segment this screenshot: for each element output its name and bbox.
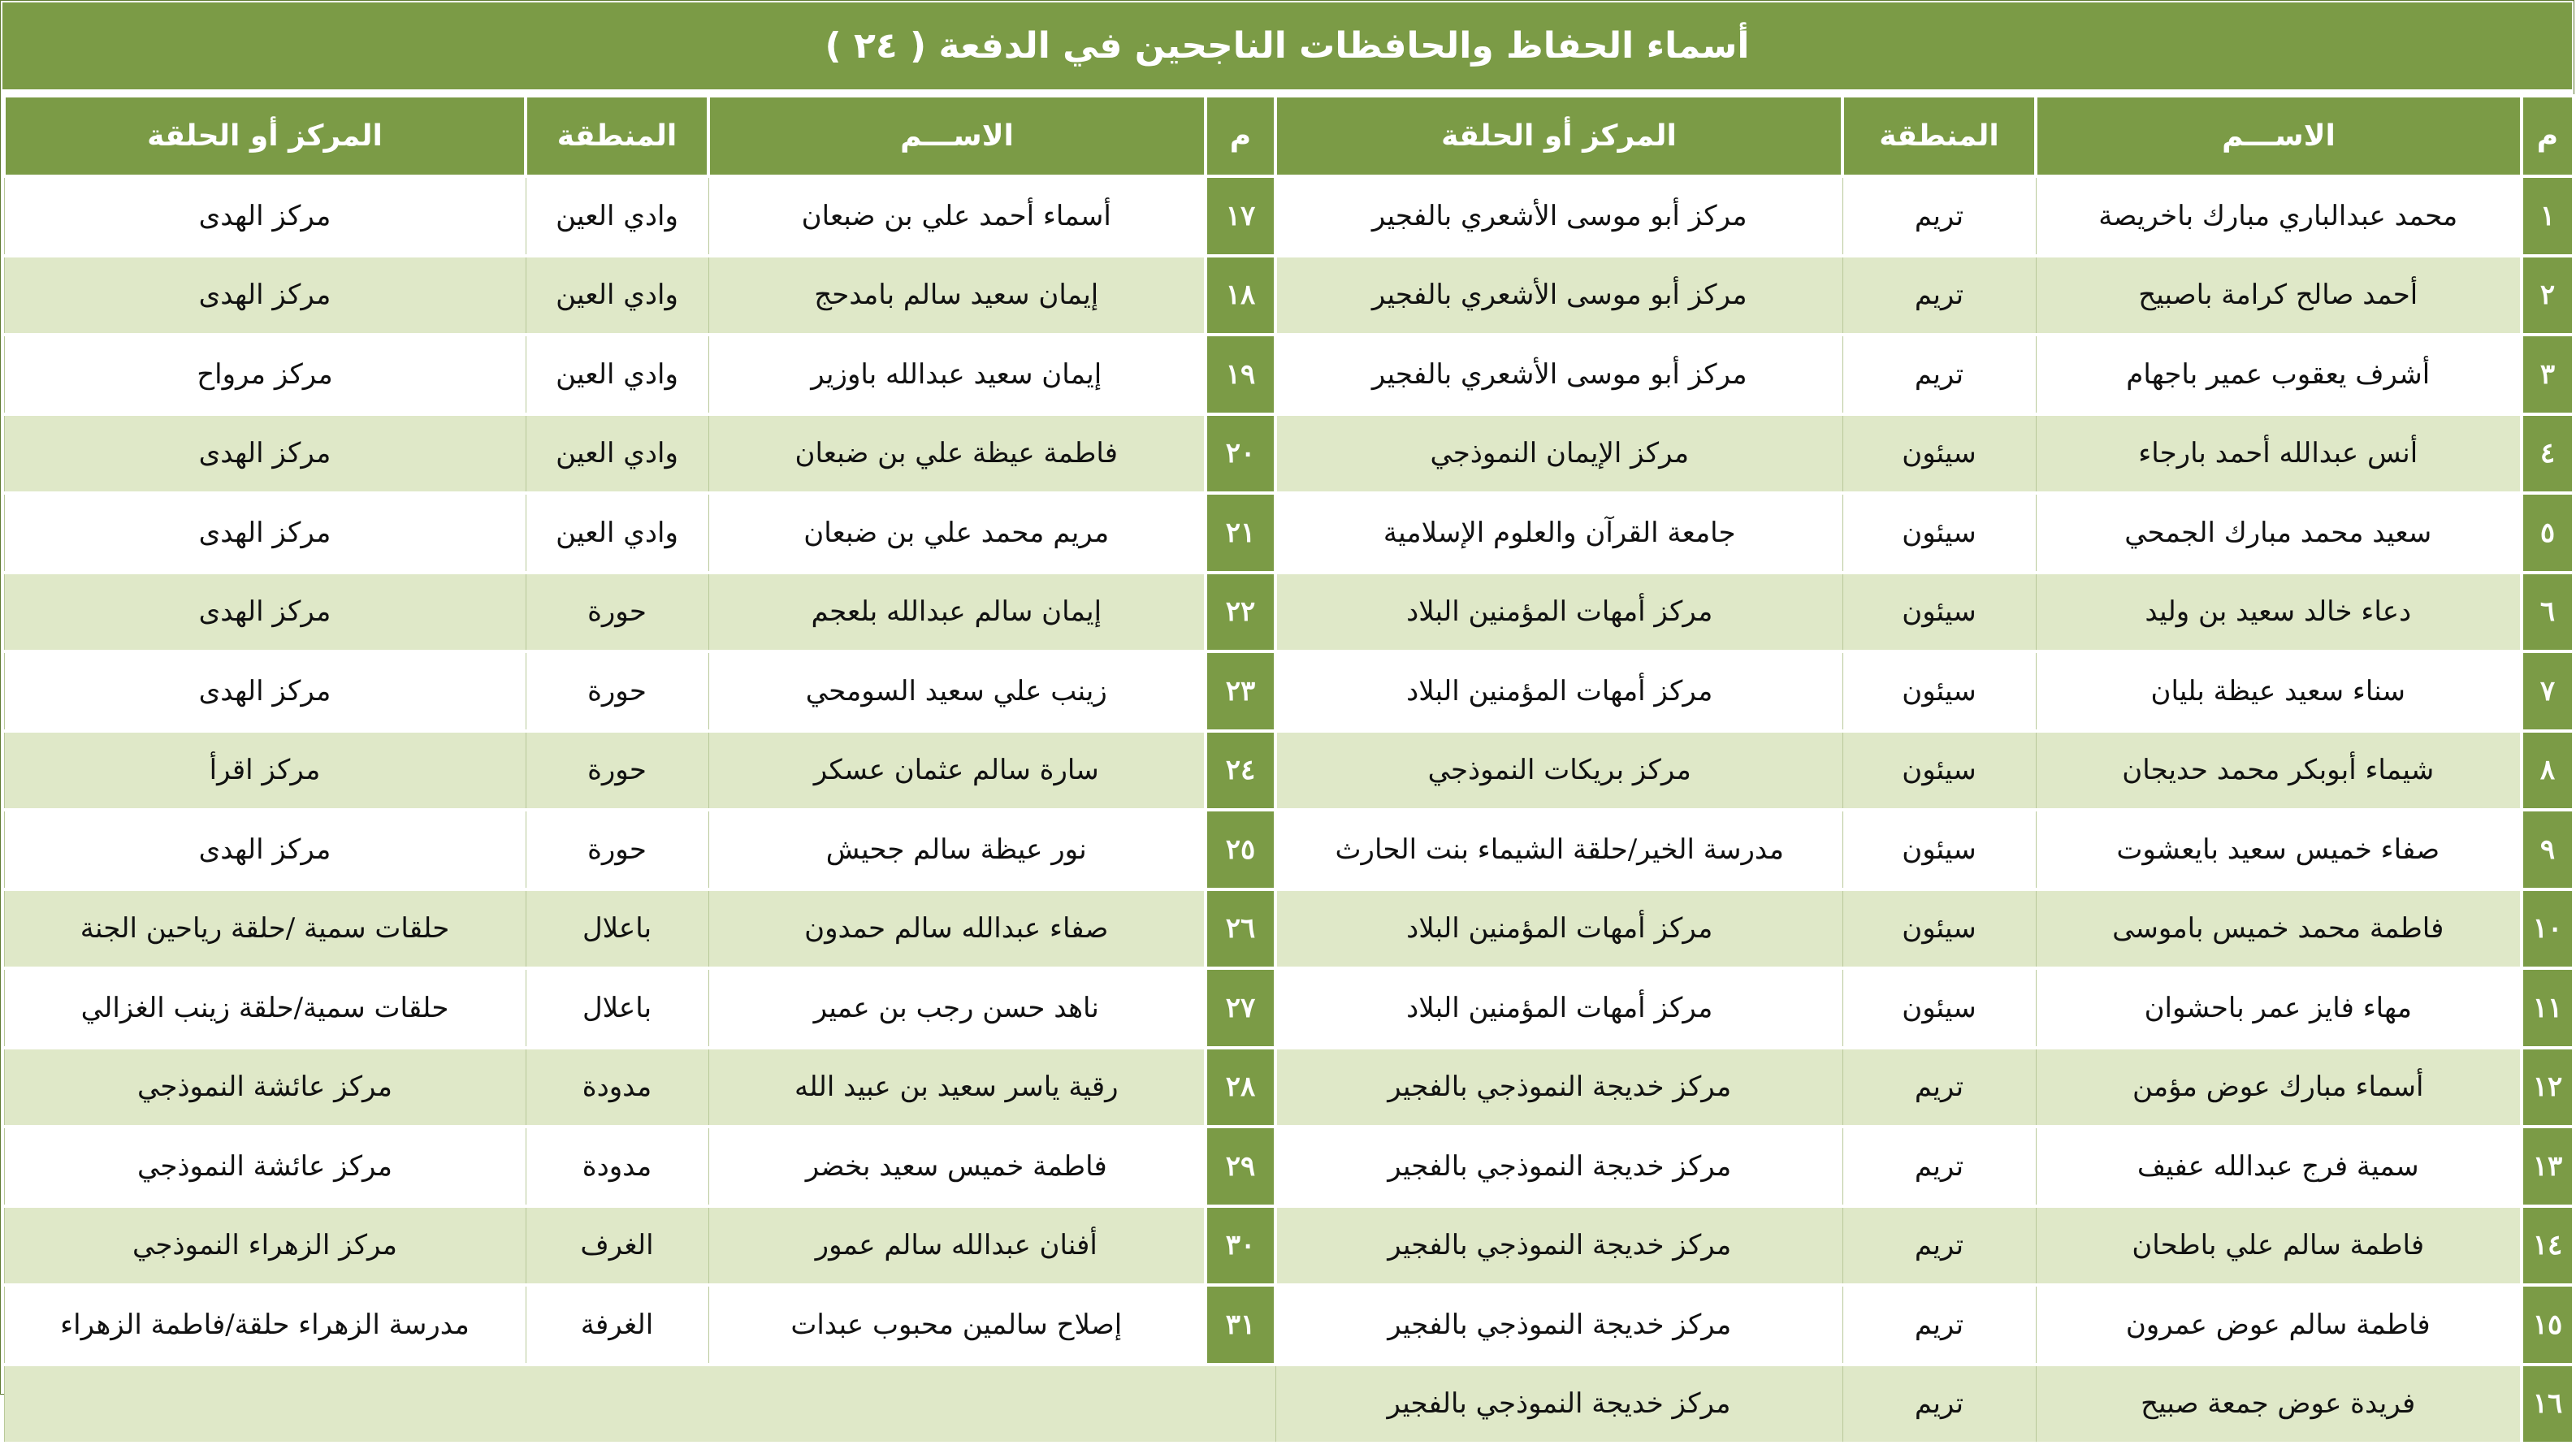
- cell-region-right: سيئون: [1842, 651, 2036, 731]
- table-row: [4, 335, 2574, 414]
- cell-region-left: وادي العين: [526, 256, 708, 335]
- cell-center-left: مركز الهدى: [4, 414, 526, 494]
- table-row: [4, 256, 2574, 335]
- cell-center-right: مدرسة الخير/حلقة الشيماء بنت الحارث: [1275, 810, 1842, 889]
- cell-region-right: تريم: [1842, 1206, 2036, 1286]
- cell-name-left: أسماء أحمد علي بن ضبعان: [708, 176, 1206, 256]
- cell-num-right: ٦: [2522, 573, 2574, 652]
- cell-name-left: إيمان سالم عبدالله بلعجم: [708, 573, 1206, 652]
- cell-region-right: تريم: [1842, 1048, 2036, 1127]
- cell-region-left: وادي العين: [526, 335, 708, 414]
- cell-name-left: سارة سالم عثمان عسكر: [708, 731, 1206, 811]
- header-num-left: م: [1206, 96, 1275, 176]
- cell-center-left: مركز الهدى: [4, 810, 526, 889]
- cell-name-right: فاطمة سالم عوض عمرون: [2036, 1285, 2522, 1365]
- cell-num-right: ٩: [2522, 810, 2574, 889]
- header-row: [4, 96, 2574, 176]
- table-row: [4, 176, 2574, 256]
- cell-region-right: تريم: [1842, 256, 2036, 335]
- cell-center-left: مركز الهدى: [4, 573, 526, 652]
- names-table: [2, 94, 2575, 1445]
- table-row: [4, 573, 2574, 652]
- table-row: [4, 414, 2574, 494]
- cell-region-right: سيئون: [1842, 414, 2036, 494]
- cell-name-right: سناء سعيد عيظة بليان: [2036, 651, 2522, 731]
- cell-region-left: وادي العين: [526, 176, 708, 256]
- table-row: [4, 889, 2574, 969]
- cell-center-right: مركز أمهات المؤمنين البلاد: [1275, 573, 1842, 652]
- cell-center-right: مركز بريكات النموذجي: [1275, 731, 1842, 811]
- cell-region-right: سيئون: [1842, 731, 2036, 811]
- cell-num-left: ٢٣: [1206, 651, 1275, 731]
- table-row: [4, 1127, 2574, 1206]
- cell-name-left: إصلاح سالمين محبوب عبدات: [708, 1285, 1206, 1365]
- cell-region-left: مدودة: [526, 1048, 708, 1127]
- cell-name-left: زينب علي سعيد السومحي: [708, 651, 1206, 731]
- table-row: [4, 1048, 2574, 1127]
- cell-region-right: سيئون: [1842, 889, 2036, 969]
- header-region-right: المنطقة: [1842, 96, 2036, 176]
- empty-cell-left: [4, 1365, 1275, 1444]
- cell-region-left: مدودة: [526, 1127, 708, 1206]
- cell-num-right: ٥: [2522, 493, 2574, 573]
- cell-name-right: مهاء فايز عمر باحشوان: [2036, 968, 2522, 1048]
- cell-num-left: ٢٧: [1206, 968, 1275, 1048]
- cell-num-right: ١١: [2522, 968, 2574, 1048]
- cell-num-right: ٤: [2522, 414, 2574, 494]
- cell-center-right: مركز أبو موسى الأشعري بالفجير: [1275, 256, 1842, 335]
- cell-name-left: ناهد حسن رجب بن عمير: [708, 968, 1206, 1048]
- header-region-left: المنطقة: [526, 96, 708, 176]
- cell-name-left: صفاء عبدالله سالم حمدون: [708, 889, 1206, 969]
- cell-name-right: فاطمة سالم علي باطحان: [2036, 1206, 2522, 1286]
- cell-center-left: مركز اقرأ: [4, 731, 526, 811]
- table-row: [4, 968, 2574, 1048]
- cell-region-left: الغرفة: [526, 1285, 708, 1365]
- cell-name-right: محمد عبدالباري مبارك باخريصة: [2036, 176, 2522, 256]
- header-name-right: الاســـم: [2036, 96, 2522, 176]
- cell-region-left: وادي العين: [526, 414, 708, 494]
- cell-name-right: فاطمة محمد خميس باموسى: [2036, 889, 2522, 969]
- cell-num-right: ٢: [2522, 256, 2574, 335]
- cell-center-left: مركز عائشة النموذجي: [4, 1127, 526, 1206]
- cell-name-right: سمية فرج عبدالله عفيف: [2036, 1127, 2522, 1206]
- cell-center-left: مركز الزهراء النموذجي: [4, 1206, 526, 1286]
- cell-name-right: أنس عبدالله أحمد بارجاء: [2036, 414, 2522, 494]
- cell-num-right: ٨: [2522, 731, 2574, 811]
- table-row: [4, 1206, 2574, 1286]
- cell-num-left: ٢٩: [1206, 1127, 1275, 1206]
- cell-num-right: ١٥: [2522, 1285, 2574, 1365]
- cell-num-left: ١٩: [1206, 335, 1275, 414]
- cell-name-right: أسماء مبارك عوض مؤمن: [2036, 1048, 2522, 1127]
- table-row: [4, 493, 2574, 573]
- cell-num-right: ١٦: [2522, 1365, 2574, 1444]
- header-name-left: الاســـم: [708, 96, 1206, 176]
- cell-region-right: سيئون: [1842, 810, 2036, 889]
- cell-region-right: سيئون: [1842, 573, 2036, 652]
- cell-num-right: ١: [2522, 176, 2574, 256]
- cell-name-right: فريدة عوض جمعة صبيح: [2036, 1365, 2522, 1444]
- cell-num-right: ١٢: [2522, 1048, 2574, 1127]
- cell-center-left: مركز الهدى: [4, 493, 526, 573]
- cell-center-right: مركز خديجة النموذجي بالفجير: [1275, 1285, 1842, 1365]
- cell-num-left: ٢٠: [1206, 414, 1275, 494]
- cell-name-right: صفاء خميس سعيد بايعشوت: [2036, 810, 2522, 889]
- cell-center-right: مركز خديجة النموذجي بالفجير: [1275, 1127, 1842, 1206]
- cell-region-right: تريم: [1842, 1127, 2036, 1206]
- cell-region-right: سيئون: [1842, 968, 2036, 1048]
- table-body: [4, 176, 2574, 1443]
- table-row: [4, 1365, 2574, 1444]
- table-row: [4, 731, 2574, 811]
- cell-center-right: مركز خديجة النموذجي بالفجير: [1275, 1365, 1842, 1444]
- cell-num-left: ٢٦: [1206, 889, 1275, 969]
- cell-center-right: مركز أبو موسى الأشعري بالفجير: [1275, 335, 1842, 414]
- table-row: [4, 1285, 2574, 1365]
- cell-center-left: حلقات سمية /حلقة رياحين الجنة: [4, 889, 526, 969]
- cell-num-left: ٢١: [1206, 493, 1275, 573]
- cell-region-right: تريم: [1842, 335, 2036, 414]
- cell-num-right: ١٠: [2522, 889, 2574, 969]
- cell-center-right: مركز الإيمان النموذجي: [1275, 414, 1842, 494]
- cell-region-left: وادي العين: [526, 493, 708, 573]
- cell-center-right: مركز خديجة النموذجي بالفجير: [1275, 1048, 1842, 1127]
- cell-region-left: باعلال: [526, 968, 708, 1048]
- cell-name-right: شيماء أبوبكر محمد حديجان: [2036, 731, 2522, 811]
- cell-center-right: جامعة القرآن والعلوم الإسلامية: [1275, 493, 1842, 573]
- cell-center-left: مركز مرواح: [4, 335, 526, 414]
- cell-name-left: نور عيظة سالم جحيش: [708, 810, 1206, 889]
- table-row: [4, 651, 2574, 731]
- cell-region-left: حورة: [526, 651, 708, 731]
- header-center-left: المركز أو الحلقة: [4, 96, 526, 176]
- cell-center-left: مركز الهدى: [4, 176, 526, 256]
- cell-name-left: إيمان سعيد عبدالله باوزير: [708, 335, 1206, 414]
- cell-name-left: فاطمة عيظة علي بن ضبعان: [708, 414, 1206, 494]
- cell-num-left: ١٧: [1206, 176, 1275, 256]
- cell-region-right: تريم: [1842, 1365, 2036, 1444]
- cell-name-left: إيمان سعيد سالم بامدحج: [708, 256, 1206, 335]
- cell-num-left: ٢٥: [1206, 810, 1275, 889]
- cell-region-left: الغرف: [526, 1206, 708, 1286]
- cell-center-left: مركز الهدى: [4, 256, 526, 335]
- cell-center-left: حلقات سمية/حلقة زينب الغزالي: [4, 968, 526, 1048]
- cell-num-right: ١٣: [2522, 1127, 2574, 1206]
- cell-region-left: حورة: [526, 731, 708, 811]
- cell-name-right: سعيد محمد مبارك الجمحي: [2036, 493, 2522, 573]
- cell-center-right: مركز أمهات المؤمنين البلاد: [1275, 968, 1842, 1048]
- table-row: [4, 810, 2574, 889]
- cell-name-right: أشرف يعقوب عمير باجهام: [2036, 335, 2522, 414]
- cell-name-left: مريم محمد علي بن ضبعان: [708, 493, 1206, 573]
- cell-num-left: ٢٨: [1206, 1048, 1275, 1127]
- cell-num-right: ٣: [2522, 335, 2574, 414]
- sheet-title: [2, 2, 2572, 94]
- cell-num-left: ١٨: [1206, 256, 1275, 335]
- cell-num-left: ٣٠: [1206, 1206, 1275, 1286]
- cell-region-right: تريم: [1842, 176, 2036, 256]
- cell-num-left: ٢٤: [1206, 731, 1275, 811]
- cell-name-left: أفنان عبدالله سالم عمور: [708, 1206, 1206, 1286]
- cell-center-left: مركز عائشة النموذجي: [4, 1048, 526, 1127]
- cell-center-left: مدرسة الزهراء حلقة/فاطمة الزهراء: [4, 1285, 526, 1365]
- cell-region-right: سيئون: [1842, 493, 2036, 573]
- cell-region-left: حورة: [526, 573, 708, 652]
- cell-num-left: ٢٢: [1206, 573, 1275, 652]
- header-center-right: المركز أو الحلقة: [1275, 96, 1842, 176]
- cell-name-left: فاطمة خميس سعيد بخضر: [708, 1127, 1206, 1206]
- cell-num-left: ٣١: [1206, 1285, 1275, 1365]
- cell-num-right: ١٤: [2522, 1206, 2574, 1286]
- cell-center-right: مركز أمهات المؤمنين البلاد: [1275, 889, 1842, 969]
- cell-name-left: رقية ياسر سعيد بن عبيد الله: [708, 1048, 1206, 1127]
- cell-center-right: مركز أبو موسى الأشعري بالفجير: [1275, 176, 1842, 256]
- cell-name-right: أحمد صالح كرامة باصبيح: [2036, 256, 2522, 335]
- cell-name-right: دعاء خالد سعيد بن وليد: [2036, 573, 2522, 652]
- cell-center-right: مركز أمهات المؤمنين البلاد: [1275, 651, 1842, 731]
- header-num-right: م: [2522, 96, 2574, 176]
- cell-center-right: مركز خديجة النموذجي بالفجير: [1275, 1206, 1842, 1286]
- sheet-title-text: أسماء الحفاظ والحافظات الناجحين في الدفعة ( ٢٤ ): [825, 25, 1750, 67]
- cell-region-right: تريم: [1842, 1285, 2036, 1365]
- cell-region-left: حورة: [526, 810, 708, 889]
- cell-num-right: ٧: [2522, 651, 2574, 731]
- cell-region-left: باعلال: [526, 889, 708, 969]
- cell-center-left: مركز الهدى: [4, 651, 526, 731]
